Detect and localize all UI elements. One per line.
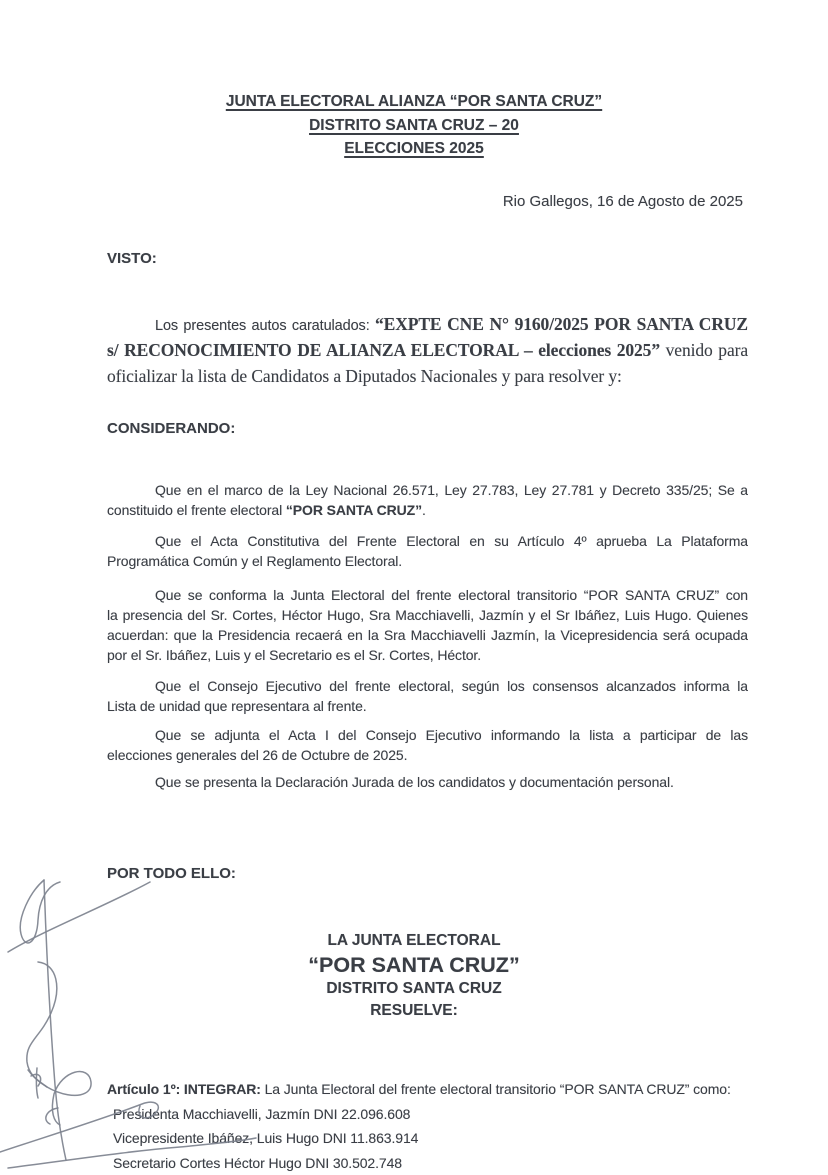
considerando-paragraph-6 — [107, 772, 748, 792]
visto-label: VISTO: — [107, 250, 748, 267]
considerando-label: CONSIDERANDO: — [107, 420, 748, 437]
paragraph-line: Que el Consejo Ejecutivo del frente electoral, según los consensos alcanzados informa la — [107, 676, 748, 696]
resolution-line-3: DISTRITO SANTA CRUZ — [0, 978, 828, 1000]
paragraph-line: Que el Acta Constitutiva del Frente Electoral en su Artículo 4º aprueba La Plataforma — [107, 531, 748, 551]
header-line-2: DISTRITO SANTA CRUZ – 20 — [0, 114, 828, 138]
text-run: . — [422, 502, 426, 518]
visto-paragraph-line-2 — [107, 337, 748, 363]
header-line-3: ELECCIONES 2025 — [0, 137, 828, 161]
resolution-line-4: RESUELVE: — [0, 1000, 828, 1022]
paragraph-line: Que en el marco de la Ley Nacional 26.571, Ley 27.783, Ley 27.781 y Decreto 335/25; Se a — [107, 480, 748, 500]
paragraph-line: Lista de unidad que representara al frente. — [107, 696, 748, 716]
roster-line-secretario: Secretario Cortes Héctor Hugo DNI 30.502.748 — [107, 1151, 807, 1175]
roster-line-presidenta: Presidenta Macchiavelli, Jazmín DNI 22.096.608 — [107, 1102, 807, 1127]
visto-lead-run: Los presentes autos caratulados: — [155, 318, 375, 334]
paragraph-line: por el Sr. Ibáñez, Luis y el Secretario es el Sr. Cortes, Héctor. — [107, 645, 748, 665]
considerando-paragraph-5 — [107, 725, 748, 765]
roster-line-vicepresidente: Vicepresidente Ibáñez, Luis Hugo DNI 11.863.914 — [107, 1126, 807, 1151]
visto-paragraph-line-3: oficializar la lista de Candidatos a Diputados Nacionales y para resolver y: — [107, 363, 748, 389]
expediente-bold-run-2: s/ RECONOCIMIENTO DE ALIANZA ELECTORAL – elecciones 2025” — [107, 340, 660, 360]
paragraph-line: la presencia del Sr. Cortes, Héctor Hugo, Sra Macchiavelli, Jazmín y el Sr Ibáñez, Luis Hugo. Quienes — [107, 605, 748, 625]
por-santa-cruz-bold-run: “POR SANTA CRUZ” — [286, 502, 422, 518]
resolution-line-2: “POR SANTA CRUZ” — [0, 952, 828, 978]
paragraph-line: elecciones generales del 26 de Octubre de 2025. — [107, 745, 748, 765]
resolution-line-1: LA JUNTA ELECTORAL — [0, 930, 828, 952]
expediente-bold-run-1: “EXPTE CNE N° 9160/2025 POR SANTA CRUZ — [375, 314, 748, 334]
date-line: Rio Gallegos, 16 de Agosto de 2025 — [503, 193, 743, 210]
considerando-paragraph-4 — [107, 676, 748, 716]
articulo-1-label: Artículo 1º: INTEGRAR: — [107, 1081, 265, 1097]
paragraph-line — [107, 500, 748, 520]
considerando-paragraph-2 — [107, 531, 748, 571]
paragraph-line: Que se presenta la Declaración Jurada de los candidatos y documentación personal. — [107, 772, 748, 792]
paragraph-line: Que se adjunta el Acta I del Consejo Ejecutivo informando la lista a participar de las — [107, 725, 748, 745]
visto-paragraph-line-1 — [107, 311, 748, 337]
por-todo-ello-label: POR TODO ELLO: — [107, 865, 748, 882]
considerando-paragraph-1 — [107, 480, 748, 520]
considerando-paragraph-3 — [107, 585, 748, 665]
visto-paragraph — [107, 311, 748, 389]
articulo-1-intro: La Junta Electoral del frente electoral transitorio “POR SANTA CRUZ” como: — [265, 1081, 731, 1097]
document-header — [0, 90, 828, 161]
paragraph-line: acuerdan: que la Presidencia recaerá en la Sra Macchiavelli Jazmín, la Vicepresidencia será ocupada — [107, 625, 748, 645]
visto-tail-run: venido para — [660, 340, 748, 360]
paragraph-line: Programática Común y el Reglamento Electoral. — [107, 551, 748, 571]
paragraph-line: Que se conforma la Junta Electoral del frente electoral transitorio “POR SANTA CRUZ” con — [107, 585, 748, 605]
signature-scribble — [0, 870, 280, 1169]
header-line-1: JUNTA ELECTORAL ALIANZA “POR SANTA CRUZ” — [0, 90, 828, 114]
text-run: constituido el frente electoral — [107, 502, 286, 518]
